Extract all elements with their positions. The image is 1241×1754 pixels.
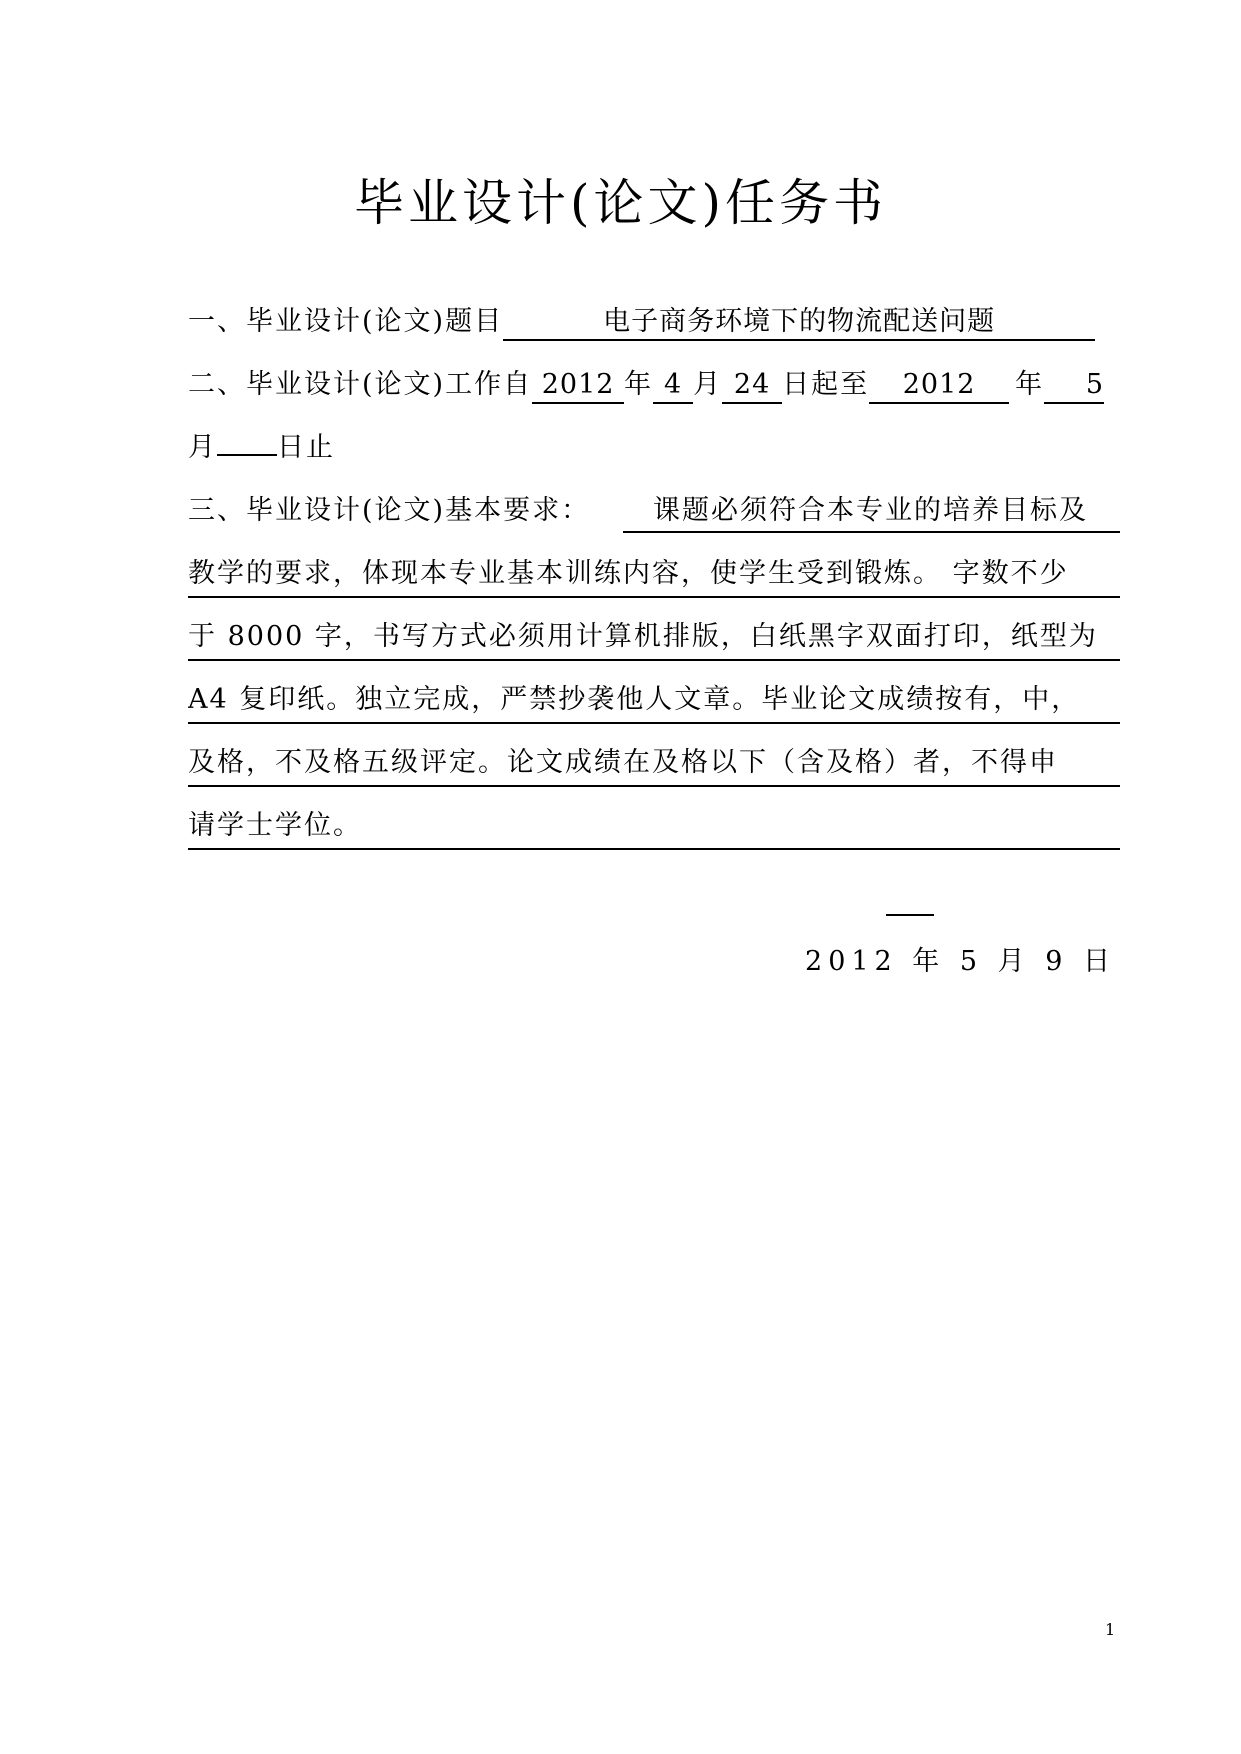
period-year-char: 年 [624,369,654,400]
topic-value: 电子商务环境下的物流配送问题 [503,305,1095,341]
topic-row [188,302,1095,342]
topic-label: 一、毕业设计(论文)题目 [188,306,504,337]
period-row-cont [188,428,335,468]
period-end-year: 2012 [869,368,1009,404]
issue-date: 2012 年 5 月 9 日 [805,946,1116,977]
page-number: 1 [1105,1620,1116,1639]
period-row [188,365,1104,405]
requirements-line-1: 课题必须符合本专业的培养目标及 [623,491,1120,533]
period-label: 二、毕业设计(论文)工作自 [188,369,533,400]
period-end-month: 5 [1044,368,1104,404]
period-start-month: 4 [653,368,693,404]
requirements-line-5: 及格，不及格五级评定。论文成绩在及格以下（含及格）者，不得申 [188,743,1120,787]
period-start-suffix: 日起至 [782,369,870,400]
period-end-suffix: 日止 [277,432,335,463]
period-end-month-char: 月 [188,432,217,463]
requirements-label: 三、毕业设计(论文)基本要求： [188,495,591,526]
requirements-line-2: 教学的要求，体现本专业基本训练内容，使学生受到锻炼。 字数不少 [188,554,1120,598]
requirements-line-3: 于 8000 字，书写方式必须用计算机排版，白纸黑字双面打印，纸型为 [188,617,1120,661]
period-start-day: 24 [722,368,782,404]
requirements-line-4: A4 复印纸。独立完成，严禁抄袭他人文章。毕业论文成绩按有，中， [188,680,1120,724]
period-month-char: 月 [693,369,723,400]
signature-line [886,914,934,916]
page-title: 毕业设计(论文)任务书 [353,174,887,232]
requirements-line-6: 请学士学位。 [188,806,1120,850]
period-end-day [217,454,277,456]
period-start-year: 2012 [532,368,624,404]
period-end-year-char: 年 [1015,369,1045,400]
